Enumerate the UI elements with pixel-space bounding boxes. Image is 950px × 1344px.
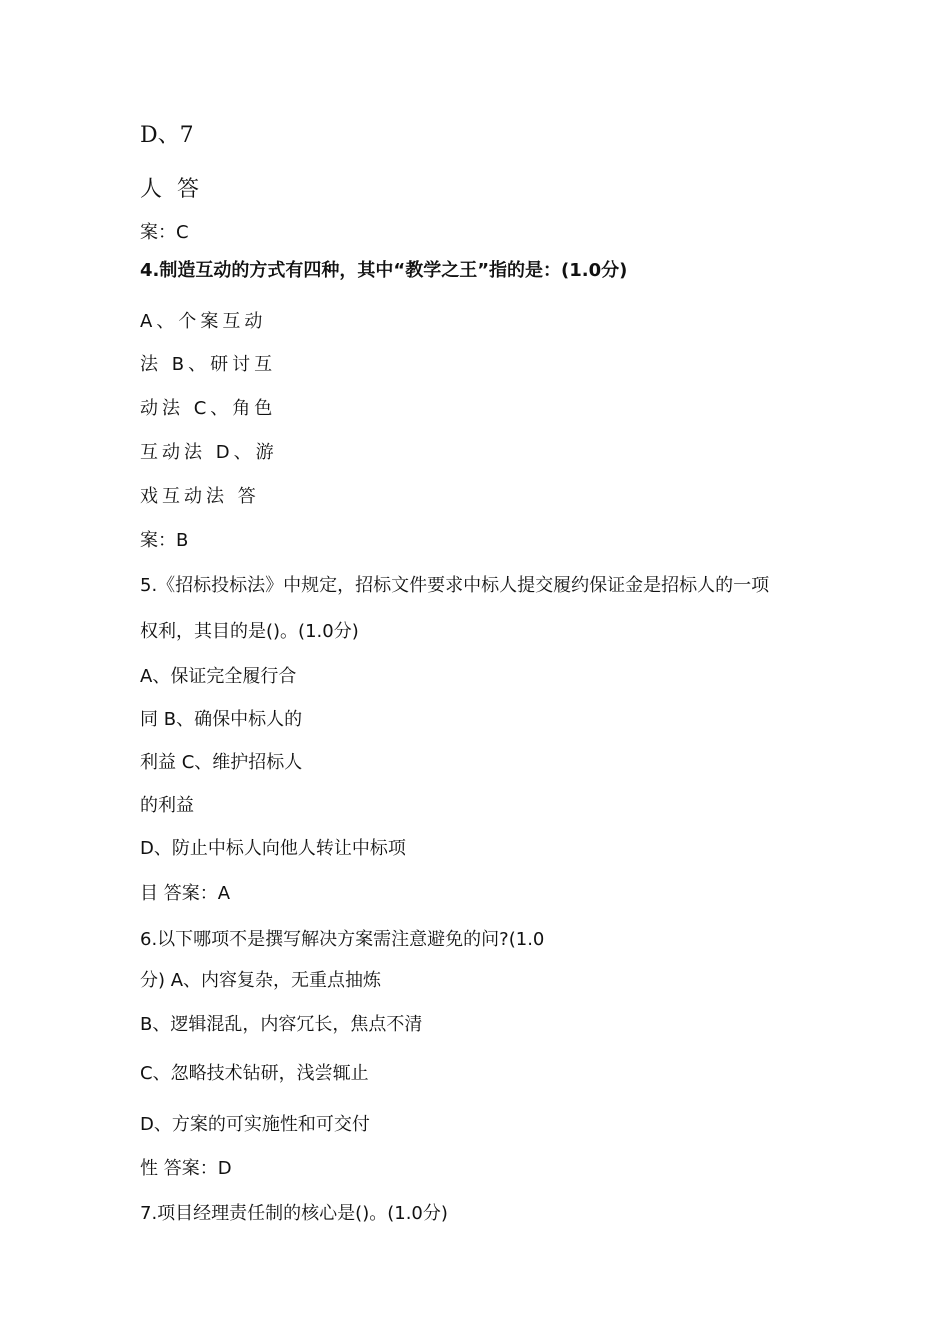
q4-option-line-4: 互动法 D、游 (140, 442, 278, 463)
q5-option-line-2: 同 B、确保中标人的 (140, 709, 303, 730)
q4-option-line-2: 法 B、研讨互 (140, 354, 277, 375)
q6-option-b: B、逻辑混乱，内容冗长，焦点不清 (140, 1014, 423, 1035)
question-4: 4.制造互动的方式有四种，其中“教学之王”指的是：(1.0分) (140, 260, 628, 281)
q4-option-line-3: 动法 C、角色 (140, 398, 277, 419)
answer-text: 案：C (140, 222, 189, 243)
answer-label-part: 人 答 (140, 177, 203, 202)
q5-option-line-4: 的利益 (140, 795, 194, 816)
question-7: 7.项目经理责任制的核心是()。(1.0分) (140, 1203, 448, 1224)
q5-option-line-1: A、保证完全履行合 (140, 666, 297, 687)
q6-option-d: D、方案的可实施性和可交付 (140, 1114, 370, 1135)
question-6: 6.以下哪项不是撰写解决方案需注意避免的问?(1.0 (140, 929, 545, 950)
q6-option-a: 分) A、内容复杂，无重点抽炼 (140, 970, 382, 991)
q5-answer: 目 答案：A (140, 883, 231, 904)
q4-answer: 案：B (140, 530, 189, 551)
option-d: D、7 (140, 123, 194, 148)
q6-answer: 性 答案：D (140, 1158, 232, 1179)
q4-option-line-5: 戏互动法 答 (140, 486, 260, 507)
question-5-line-2: 权利，其目的是()。(1.0分) (140, 621, 359, 642)
q5-option-line-3: 利益 C、维护招标人 (140, 752, 303, 773)
q4-option-line-1: A、个案互动 (140, 311, 267, 332)
q5-option-line-5: D、防止中标人向他人转让中标项 (140, 838, 406, 859)
q6-option-c: C、忽略技术钻研，浅尝辄止 (140, 1063, 369, 1084)
question-5-line-1: 5.《招标投标法》中规定，招标文件要求中标人提交履约保证金是招标人的一项 (140, 575, 770, 596)
